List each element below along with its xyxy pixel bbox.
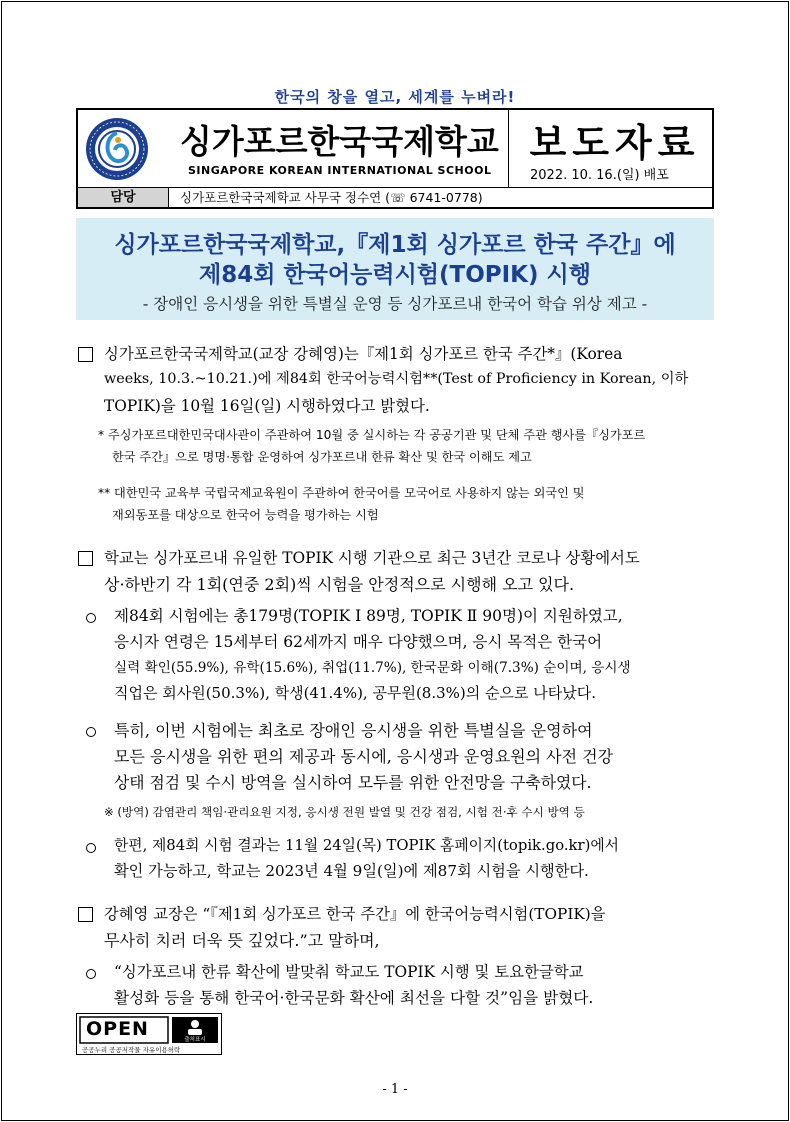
kogl-open-license-badge (76, 1013, 222, 1055)
square-bullet-icon (78, 346, 93, 365)
circle-bullet-icon (86, 840, 96, 859)
circle-bullet-icon (86, 966, 96, 985)
circle-item-3-line-2: 확인 가능하고, 학교는 2023년 4월 9일(일)에 제87회 시험을 시행한다. (114, 862, 589, 880)
school-name-english: SINGAPORE KOREAN INTERNATIONAL SCHOOL (188, 164, 492, 177)
headline-line-1: 싱가포르한국국제학교,『제1회 싱가포르 한국 주간』에 (114, 232, 676, 258)
circle-item-1-line-2: 응시자 연령은 15세부터 62세까지 매우 다양했으며, 응시 목적은 한국어 (114, 633, 603, 651)
circle-item-1-line-4: 직업은 회사원(50.3%), 학생(41.4%), 공무원(8.3%)의 순으로 나타났다. (114, 684, 596, 702)
letterhead-top (78, 110, 712, 188)
letterhead (76, 108, 714, 209)
circle-item-4-line-1: “싱가포르내 한류 확산에 발맞춰 학교도 TOPIK 시행 및 토요한글학교 (114, 963, 584, 981)
circle-bullet-icon (86, 610, 96, 629)
circle-item-2-line-2: 모든 응시생을 위한 편의 제공과 동시에, 응시생과 운영요원의 사전 건강 (114, 747, 614, 766)
release-date: 2022. 10. 16.(일) 배포 (530, 168, 669, 183)
header-divider (508, 110, 509, 187)
license-caption: 공공누리 공공저작물 자유이용허락 (82, 1046, 181, 1054)
paragraph-1-line-1: 싱가포르한국국제학교(교장 강혜영)는『제1회 싱가포르 한국 주간*』(Korea (104, 345, 623, 363)
paragraph-2-line-1: 학교는 싱가포르내 유일한 TOPIK 시행 기관으로 최근 3년간 코로나 상황에서도 (104, 549, 640, 567)
press-release-label: 보도자료 (529, 121, 701, 165)
school-logo-icon (84, 116, 150, 182)
slogan: 한국의 창을 열고, 세계를 누벼라! (274, 88, 516, 106)
paragraph-1-line-3: TOPIK)을 10월 16일(일) 시행하였다고 밝혔다. (104, 397, 430, 415)
footnote-2-line-2: 재외동포를 대상으로 한국어 능력을 평가하는 시험 (112, 508, 379, 522)
contact-text: 싱가포르한국국제학교 사무국 정수연 (☏ 6741-0778) (180, 190, 483, 205)
open-label: OPEN (86, 1018, 149, 1040)
footnote-1-line-2: 한국 주간』으로 명명·통합 운영하여 싱가포르내 한류 확산 및 한국 이해도 제고 (112, 450, 532, 464)
contact-label: 담당 (78, 188, 169, 207)
circle-bullet-icon (86, 724, 96, 743)
paragraph-1-line-2: weeks, 10.3.~10.21.)에 제84회 한국어능력시험**(Test of Proficiency in Korean, 이하 (104, 371, 689, 387)
footnote-1-line-1: * 주싱가포르대한민국대사관이 주관하여 10월 중 실시하는 각 공공기관 및 단체 주관 행사를『싱가포르 (98, 428, 646, 442)
circle-item-1-line-1: 제84회 시험에는 총179명(TOPIK Ⅰ 89명, TOPIK Ⅱ 90명)이 지원하였고, (114, 607, 623, 625)
disinfection-note: ※ (방역) 감염관리 책임·관리요원 지정, 응시생 전원 발열 및 건강 점검, 시험 전·후 수시 방역 등 (104, 805, 585, 819)
circle-item-4-line-2: 활성화 등을 통해 한국어·한국문화 확산에 최선을 다할 것”임을 밝혔다. (114, 989, 594, 1007)
square-bullet-icon (78, 906, 93, 925)
attribution-label: 출처표시 (184, 1037, 206, 1043)
footnote-2-line-1: ** 대한민국 교육부 국립국제교육원이 주관하여 한국어를 모국어로 사용하지 않는 외국인 및 (98, 486, 585, 500)
paragraph-3-line-2: 무사히 치러 더욱 뜻 깊었다.”고 말하며, (104, 931, 380, 950)
headline-box (76, 218, 714, 320)
paragraph-2-line-2: 상·하반기 각 1회(연중 2회)씩 시험을 안정적으로 시행해 오고 있다. (104, 575, 575, 594)
circle-item-2-line-1: 특히, 이번 시험에는 최초로 장애인 응시생을 위한 특별실을 운영하여 (114, 721, 593, 740)
paragraph-3-line-1: 강혜영 교장은 “『제1회 싱가포르 한국 주간』에 한국어능력시험(TOPIK)을 (104, 905, 606, 923)
square-bullet-icon (78, 550, 93, 569)
headline-line-2: 제84회 한국어능력시험(TOPIK) 시행 (199, 262, 591, 288)
school-name-korean: 싱가포르한국국제학교 (180, 122, 499, 161)
circle-item-2-line-3: 상태 점검 및 수시 방역을 실시하여 모두를 위한 안전망을 구축하였다. (114, 773, 592, 792)
circle-item-3-line-1: 한편, 제84회 시험 결과는 11월 24일(목) TOPIK 홈페이지(topik.go.kr)에서 (114, 837, 619, 854)
circle-item-1-line-3: 실력 확인(55.9%), 유학(15.6%), 취업(11.7%), 한국문화 이해(7.3%) 순이며, 응시생 (114, 660, 631, 676)
page-number: - 1 - (382, 1082, 408, 1097)
headline-subtitle: - 장애인 응시생을 위한 특별실 운영 등 싱가포르내 한국어 학습 위상 제고 - (142, 295, 648, 313)
